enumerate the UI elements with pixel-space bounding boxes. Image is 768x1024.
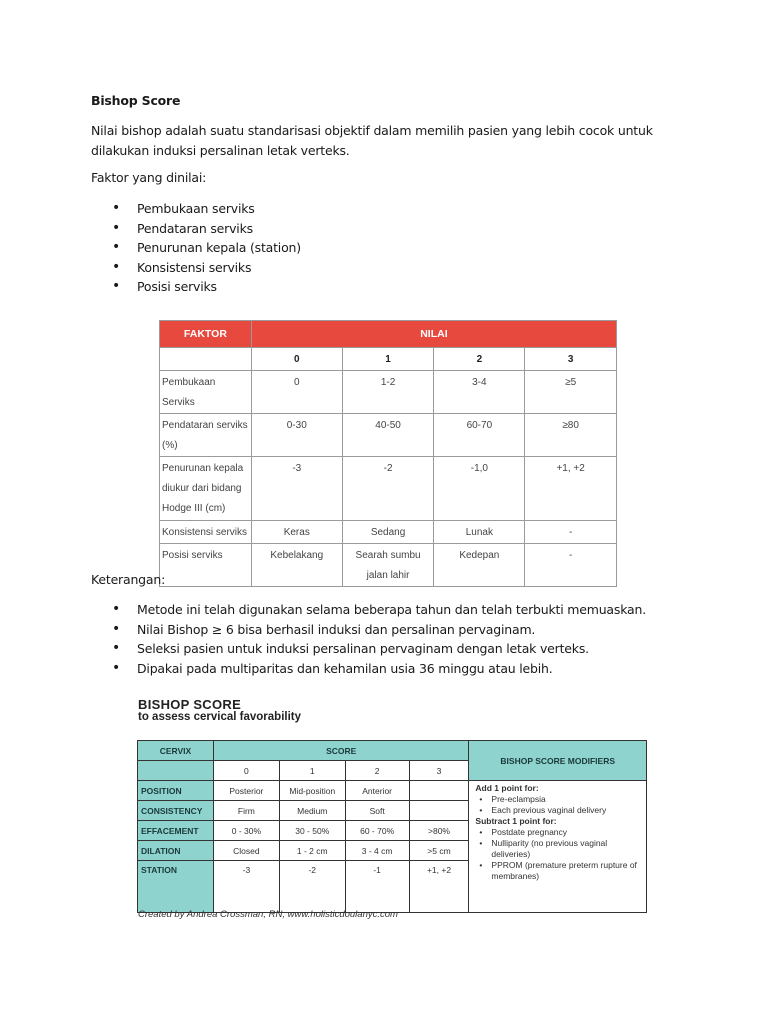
list-item: • Pembukaan serviks xyxy=(112,199,301,219)
table-cell: Kebelakang xyxy=(251,544,342,587)
score-col-header: 0 xyxy=(251,348,342,371)
score-col-header: 0 xyxy=(213,761,279,781)
row-label: Pendataran serviks (%) xyxy=(160,414,252,457)
list-item: • Posisi serviks xyxy=(112,277,301,297)
credit-line: Created by Andrea Crossman, RN, www.holisticdoulanyc.com xyxy=(138,909,398,920)
subtract-heading: Subtract 1 point for: xyxy=(475,816,557,826)
subtract-list xyxy=(475,827,640,882)
header-score: SCORE xyxy=(213,741,468,761)
row-label: STATION xyxy=(138,861,214,913)
row-label: DILATION xyxy=(138,841,214,861)
list-item: • Seleksi pasien untuk induksi persalinan pervaginam dengan letak verteks. xyxy=(112,639,646,659)
score-col-header: 2 xyxy=(434,348,525,371)
score-col-header: 3 xyxy=(409,761,469,781)
bishop-score-infographic xyxy=(136,697,651,927)
table-cell: Firm xyxy=(213,801,279,821)
add-heading: Add 1 point for: xyxy=(475,783,539,793)
keterangan-list xyxy=(112,600,646,678)
table-cell: Posterior xyxy=(213,781,279,801)
header-cervix: CERVIX xyxy=(138,741,214,761)
table-cell: ≥80 xyxy=(525,414,617,457)
add-list xyxy=(475,794,640,816)
table-cell: Closed xyxy=(213,841,279,861)
row-label: EFFACEMENT xyxy=(138,821,214,841)
table-cell: 0-30 xyxy=(251,414,342,457)
list-item: • Each previous vaginal delivery xyxy=(491,805,640,816)
intro-paragraph: Nilai bishop adalah suatu standarisasi objektif dalam memilih pasien yang lebih cocok untuk dilakukan induksi persalinan letak verteks. xyxy=(91,123,653,158)
row-label: Penurunan kepala diukur dari bidang Hodge III (cm) xyxy=(160,457,252,521)
score-col-header: 1 xyxy=(279,761,345,781)
list-item: • Nilai Bishop ≥ 6 bisa berhasil induksi dan persalinan pervaginam. xyxy=(112,620,646,640)
table-cell: -3 xyxy=(251,457,342,521)
table-cell: Soft xyxy=(345,801,409,821)
table-cell: ≥5 xyxy=(525,371,617,414)
table-cell: 1-2 xyxy=(342,371,434,414)
table-cell xyxy=(409,801,469,821)
list-item: • Penurunan kepala (station) xyxy=(112,238,301,258)
list-item: • Pendataran serviks xyxy=(112,219,301,239)
table-cell: 3 - 4 cm xyxy=(345,841,409,861)
table-cell: Medium xyxy=(279,801,345,821)
row-label: Konsistensi serviks xyxy=(160,521,252,544)
table-cell: 30 - 50% xyxy=(279,821,345,841)
list-item: • PPROM (premature preterm rupture of membranes) xyxy=(491,860,640,882)
table-cell: - xyxy=(525,521,617,544)
table-cell: -2 xyxy=(279,861,345,913)
faktor-list xyxy=(112,199,301,297)
table-cell: 0 - 30% xyxy=(213,821,279,841)
row-label: POSITION xyxy=(138,781,214,801)
table-cell: Searah sumbu jalan lahir xyxy=(342,544,434,587)
table-cell: 40-50 xyxy=(342,414,434,457)
table-cell: 1 - 2 cm xyxy=(279,841,345,861)
row-label: Posisi serviks xyxy=(160,544,252,587)
score-col-header: 1 xyxy=(342,348,434,371)
table-cell: +1, +2 xyxy=(409,861,469,913)
bishop-score-table xyxy=(159,320,617,587)
list-item: • Dipakai pada multiparitas dan kehamilan usia 36 minggu atau lebih. xyxy=(112,659,646,679)
score-col-header: 3 xyxy=(525,348,617,371)
table-cell: Mid-position xyxy=(279,781,345,801)
score-col-header: 2 xyxy=(345,761,409,781)
table-cell: 60 - 70% xyxy=(345,821,409,841)
keterangan-label: Keterangan: xyxy=(91,572,166,587)
page-title: Bishop Score xyxy=(91,93,181,108)
table-cell: +1, +2 xyxy=(525,457,617,521)
table-cell: >5 cm xyxy=(409,841,469,861)
table-cell: -1 xyxy=(345,861,409,913)
table-cell: 3-4 xyxy=(434,371,525,414)
table-cell: 0 xyxy=(251,371,342,414)
table-cell: Keras xyxy=(251,521,342,544)
table-cell: -3 xyxy=(213,861,279,913)
list-item: • Postdate pregnancy xyxy=(491,827,640,838)
table-cell: -1,0 xyxy=(434,457,525,521)
table-cell: -2 xyxy=(342,457,434,521)
list-item: • Konsistensi serviks xyxy=(112,258,301,278)
table-cell xyxy=(409,781,469,801)
list-item: • Metode ini telah digunakan selama beberapa tahun dan telah terbukti memuaskan. xyxy=(112,600,646,620)
modifiers-cell xyxy=(469,781,647,913)
header-faktor: FAKTOR xyxy=(160,321,252,348)
table-cell: 60-70 xyxy=(434,414,525,457)
table-cell: Lunak xyxy=(434,521,525,544)
row-label: CONSISTENCY xyxy=(138,801,214,821)
table-cell: Sedang xyxy=(342,521,434,544)
table-cell: - xyxy=(525,544,617,587)
header-modifiers: BISHOP SCORE MODIFIERS xyxy=(469,741,647,781)
bishop-score-card-table xyxy=(137,740,647,913)
card-subtitle: to assess cervical favorability xyxy=(138,711,302,723)
row-label: Pembukaan Serviks xyxy=(160,371,252,414)
header-nilai: NILAI xyxy=(251,321,616,348)
empty-cell xyxy=(160,348,252,371)
empty-cell xyxy=(138,761,214,781)
faktor-label: Faktor yang dinilai: xyxy=(91,170,207,185)
table-cell: Anterior xyxy=(345,781,409,801)
table-cell: >80% xyxy=(409,821,469,841)
list-item: • Pre-eclampsia xyxy=(491,794,640,805)
list-item: • Nulliparity (no previous vaginal deliveries) xyxy=(491,838,640,860)
table-cell: Kedepan xyxy=(434,544,525,587)
card-title: BISHOP SCORE xyxy=(138,697,242,712)
